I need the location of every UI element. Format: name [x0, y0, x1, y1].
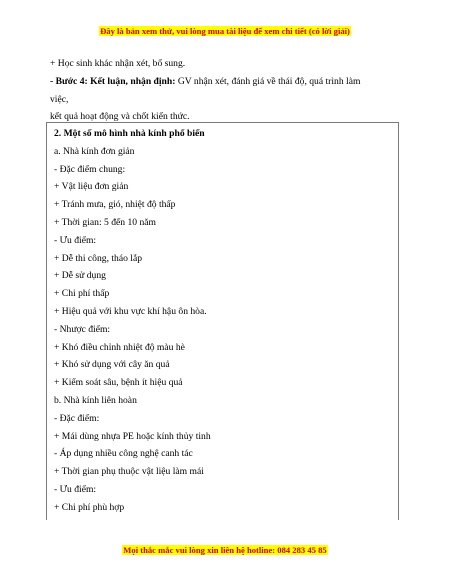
- intro-line-conclusion: kết quả hoạt động và chốt kiến thức.: [50, 111, 190, 123]
- content-line: + Tránh mưa, gió, nhiệt độ thấp: [54, 199, 176, 211]
- step-4-text: GV nhận xét, đánh giá về thái độ, quá trình làm: [175, 75, 361, 87]
- content-line: - Áp dụng nhiều công nghệ canh tác: [54, 448, 193, 460]
- content-line: + Thời gian: 5 đến 10 năm: [54, 216, 156, 228]
- content-line: - Ưu điểm:: [54, 483, 97, 495]
- content-line: + Chi phí thấp: [54, 288, 110, 300]
- content-line: + Vật liệu đơn giản: [54, 181, 129, 193]
- content-line: + Khó sử dụng với cây ăn quả: [54, 359, 170, 371]
- preview-notice-text: Đây là bản xem thử, vui lòng mua tài liệu để xem chi tiết (có lời giải): [100, 26, 350, 36]
- preview-notice-banner: [0, 26, 450, 37]
- content-line: + Khó điều chỉnh nhiệt độ màu hè: [54, 341, 185, 353]
- content-line: a. Nhà kính đơn giản: [54, 145, 135, 157]
- intro-step-4-cont: việc,: [50, 93, 69, 105]
- intro-line-peer-review: + Học sinh khác nhận xét, bổ sung.: [50, 58, 186, 69]
- step-4-label: - Bước 4: Kết luận, nhận định:: [50, 75, 176, 87]
- content-line: - Đặc điểm chung:: [54, 163, 126, 175]
- content-line: + Kiểm soát sâu, bệnh ít hiệu quả: [54, 377, 183, 389]
- greenhouse-models-box: [46, 122, 399, 520]
- content-line: + Dễ sử dụng: [54, 270, 106, 282]
- content-line: + Thời gian phụ thuộc vật liệu làm mái: [54, 466, 204, 478]
- content-line: + Mái dùng nhựa PE hoặc kính thủy tinh: [54, 430, 211, 442]
- content-line: - Đặc điểm:: [54, 412, 100, 424]
- intro-block: [50, 55, 410, 126]
- content-line: - Ưu điểm:: [54, 234, 97, 246]
- content-line: + Hiệu quả với khu vực khí hậu ôn hòa.: [54, 305, 207, 317]
- content-line: - Nhược điểm:: [54, 323, 111, 335]
- hotline-text: Mọi thắc mắc vui lòng xin liên hệ hotline: 084 283 45 85: [123, 545, 327, 555]
- content-line: b. Nhà kính liên hoàn: [54, 394, 137, 406]
- hotline-banner: [0, 545, 450, 556]
- content-line: + Dễ thi công, tháo lắp: [54, 252, 143, 264]
- intro-step-4: [50, 73, 410, 91]
- section-heading: 2. Một số mô hình nhà kính phổ biến: [54, 128, 205, 139]
- content-line: + Chi phí phù hợp: [54, 501, 125, 513]
